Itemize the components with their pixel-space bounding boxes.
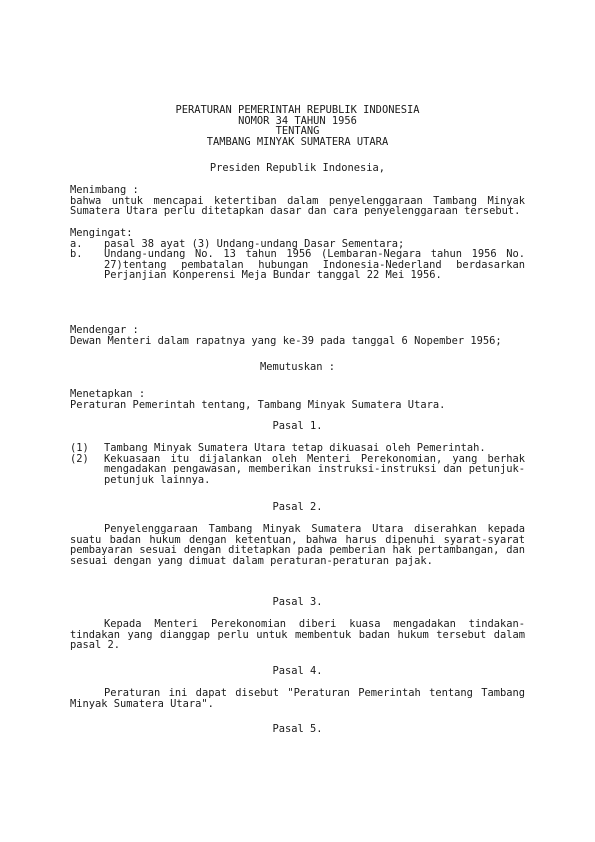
mengingat-item bbox=[70, 249, 525, 281]
pasal-3-title: Pasal 3. bbox=[272, 596, 323, 608]
pasal-4-title: Pasal 4. bbox=[272, 665, 323, 677]
menetapkan-label: Menetapkan : bbox=[70, 388, 146, 400]
header-number: NOMOR 34 TAHUN 1956 bbox=[238, 114, 357, 127]
mengingat-item-text: Undang-undang No. 13 tahun 1956 (Lembaran-Negara tahun 1956 No. 27)tentang pembatalan hubungan Indonesia-Nederland berdasarkan Perjanjian Konperensi Meja Bundar tanggal 22 Mei 1956. bbox=[104, 248, 525, 282]
pasal-3-text: Kepada Menteri Perekonomian diberi kuasa mengadakan tindakan-tindakan yang dianggap perlu untuk membentuk badan hukum tersebut dalam pasal 2. bbox=[70, 618, 525, 652]
menimbang-text: bahwa untuk mencapai ketertiban dalam penyelenggaraan Tambang Minyak Sumatera Utara perlu ditetapkan dasar dan cara penyelenggaraan tersebut. bbox=[70, 194, 525, 218]
pasal-1-item-marker: (1) bbox=[70, 442, 89, 454]
memutuskan-heading: Memutuskan : bbox=[259, 361, 336, 373]
mendengar-section bbox=[70, 325, 525, 346]
mengingat-item-text: pasal 38 ayat (3) Undang-undang Dasar Sementara; bbox=[104, 237, 405, 250]
menimbang-label: Menimbang : bbox=[70, 184, 139, 196]
pasal-4-text: Peraturan ini dapat disebut "Peraturan Pemerintah tentang Tambang Minyak Sumatera Utara". bbox=[70, 687, 525, 710]
presiden-line: Presiden Republik Indonesia, bbox=[209, 162, 386, 174]
pasal-5-title: Pasal 5. bbox=[272, 723, 323, 735]
mengingat-item-marker: a. bbox=[70, 237, 83, 250]
pasal-1-item-marker: (2) bbox=[70, 452, 89, 465]
pasal-2-text: Penyelenggaraan Tambang Minyak Sumatera Utara diserahkan kepada suatu badan hukum dengan ketentuan, bahwa harus dipenuhi syarat-syarat pembayaran sesuai dengan ditetapkan pada pemberian hak pertambangan, dan sesuai dengan yang dimuat dalam peraturan-peraturan pajak. bbox=[70, 523, 525, 567]
mengingat-item-marker: b. bbox=[70, 248, 83, 261]
pasal-1-item bbox=[70, 443, 525, 454]
pasal-1-body bbox=[70, 443, 525, 485]
document-header bbox=[70, 105, 525, 147]
mengingat-section bbox=[70, 228, 525, 281]
mendengar-label: Mendengar : bbox=[70, 324, 139, 336]
mendengar-text: Dewan Menteri dalam rapatnya yang ke-39 pada tanggal 6 Nopember 1956; bbox=[70, 334, 502, 347]
pasal-1-item-text: Tambang Minyak Sumatera Utara tetap dikuasai oleh Pemerintah. bbox=[104, 442, 486, 454]
header-title: PERATURAN PEMERINTAH REPUBLIK INDONESIA bbox=[175, 104, 420, 116]
pasal-1-item-text: Kekuasaan itu dijalankan oleh Menteri Perekonomian, yang berhak mengadakan pengawasan, memberikan instruksi-instruksi dan petunjuk-petunjuk lainnya. bbox=[104, 452, 525, 486]
menetapkan-text: Peraturan Pemerintah tentang, Tambang Minyak Sumatera Utara. bbox=[70, 398, 446, 411]
pasal-1-title: Pasal 1. bbox=[272, 420, 323, 432]
header-tentang: TENTANG bbox=[275, 125, 320, 138]
pasal-1-item bbox=[70, 454, 525, 486]
menetapkan-section bbox=[70, 389, 525, 410]
mengingat-label: Mengingat: bbox=[70, 227, 133, 239]
pasal-2-title: Pasal 2. bbox=[272, 501, 323, 513]
menimbang-section bbox=[70, 185, 525, 217]
header-subject: TAMBANG MINYAK SUMATERA UTARA bbox=[206, 135, 389, 148]
